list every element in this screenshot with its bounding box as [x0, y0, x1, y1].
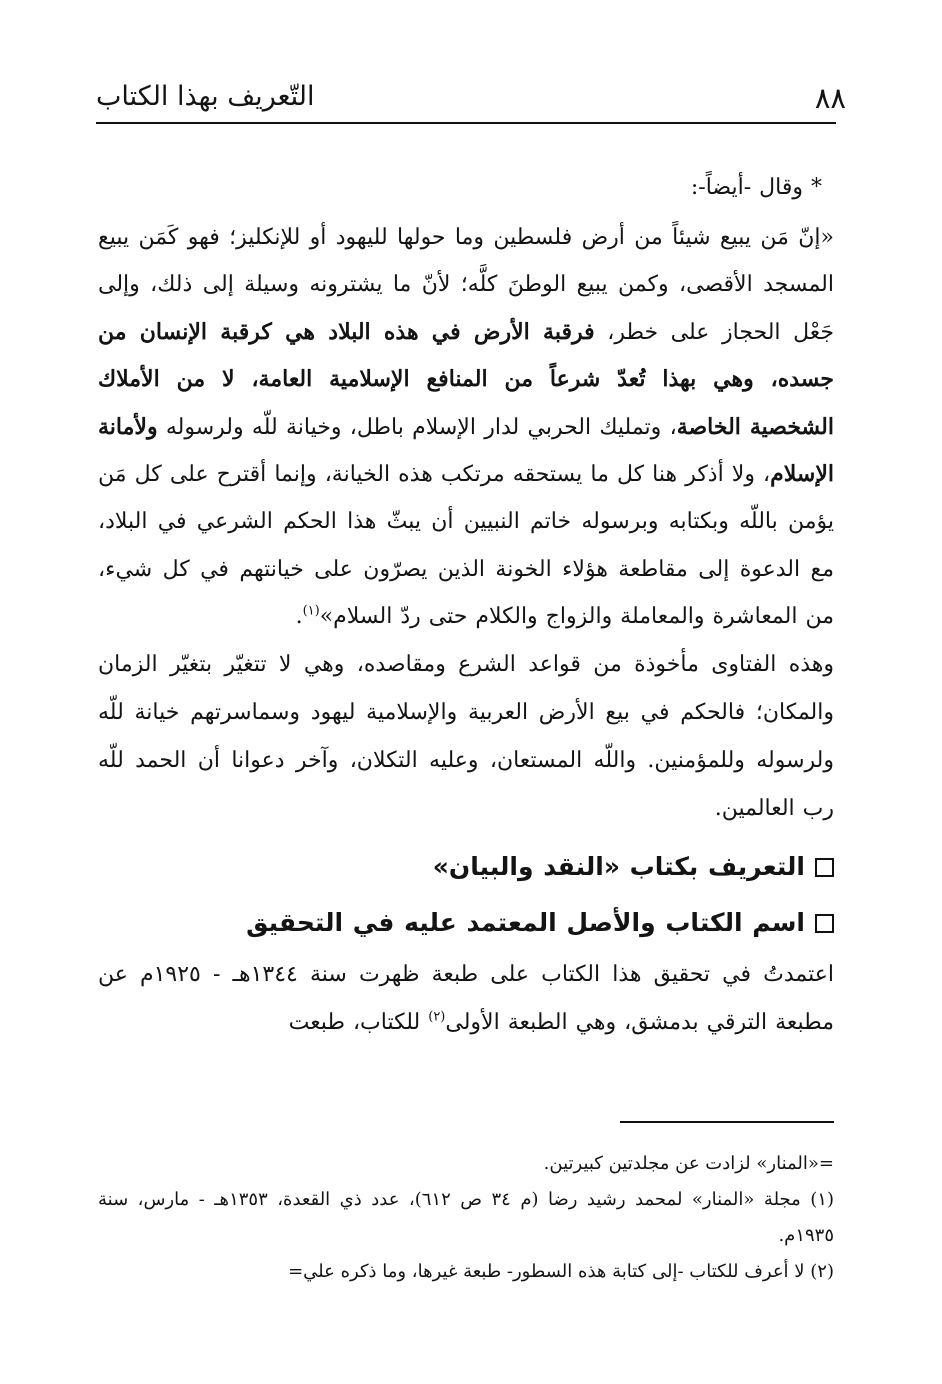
- section-heading-source: [98, 895, 834, 951]
- quote-text-part-3: ، ولا أذكر هنا كل ما يستحقه مرتكب هذه الخيانة، وإنما أقترح على كل مَن يؤمن باللّه وبكتابه وبرسوله خاتم النبيين أن يبثّ هذا الحكم الشرعي في البلاد، مع الدعوة إلى مقاطعة هؤلاء الخونة الذين يصرّون على خيانتهم في كل شيء، من المعاشرة والمعاملة والزواج والكلام حتى ردّ السلام»: [98, 462, 834, 630]
- quote-emphasis-2: ولأمانة الإسلام: [98, 413, 834, 488]
- section-heading-source-text: اسم الكتاب والأصل المعتمد عليه في التحقيق: [246, 907, 805, 937]
- page-number: ٨٨: [814, 81, 846, 115]
- footnote-continuation: =«المنار» لزادت عن مجلدتين كبيرتين.: [543, 1153, 834, 1174]
- square-bullet-icon: [815, 914, 834, 933]
- quoted-fatwa: [98, 214, 834, 641]
- conclusion-paragraph: وهذه الفتاوى مأخوذة من قواعد الشرع ومقاصده، وهي لا تتغيّر بتغيّر الزمان والمكان؛ فالحكم في بيع الأرض العربية والإسلامية ليهود وسماسرتهم خيانة للّه ولرسوله وللمؤمنين. واللّه المستعان، وعليه التكلان، وآخر دعوانا أن الحمد للّه رب العالمين.: [98, 651, 834, 821]
- footnotes: [98, 1146, 834, 1290]
- edition-text-part-2: للكتاب، طبعت: [288, 1009, 429, 1035]
- quote-text-part-1: «إنّ مَن يبيع شيئاً من أرض فلسطين وما حولها لليهود أو للإنكليز؛ فهو كَمَن يبيع المسجد الأقصى، وكمن يبيع الوطنَ كلَّه؛ لأنّ ما يشترونه وسيلة إلى ذلك، وإلى جَعْل الحجاز على خطر،: [98, 225, 834, 345]
- section-heading-intro: [98, 839, 834, 895]
- quote-intro: * وقال -أيضاً-:: [690, 175, 822, 200]
- section-heading-intro-text: التعريف بكتاب «النقد والبيان»: [432, 851, 805, 881]
- quote-end: .: [295, 604, 303, 630]
- footnote-ref-2: (٢): [428, 1009, 446, 1025]
- quote-text-part-2: ، وتمليك الحربي لدار الإسلام باطل، وخيانة للّه ولرسوله: [157, 414, 677, 440]
- footnote-ref-1: (١): [302, 603, 320, 619]
- footnote-1: (١) مجلة «المنار» لمحمد رشيد رضا (م ٣٤ ص ٦١٢)، عدد ذي القعدة، ١٣٥٣هـ - مارس، سنة ١٩٣٥م.: [98, 1189, 834, 1246]
- header-divider: [96, 122, 836, 124]
- footnote-divider: [620, 1121, 834, 1123]
- body-text: [98, 162, 834, 1047]
- edition-paragraph: [98, 951, 834, 1047]
- quote-emphasis-1: فرقبة الأرض في هذه البلاد هي كرقبة الإنسان من جسده، وهي بهذا تُعدّ شرعاً من المنافع الإسلامية العامة، لا من الأملاك الشخصية الخاصة: [98, 318, 834, 440]
- edition-text-part-1: اعتمدتُ في تحقيق هذا الكتاب على طبعة ظهرت سنة ١٣٤٤هـ - ١٩٢٥م عن مطبعة الترقي بدمشق، وهي الطبعة الأولى: [98, 961, 834, 1035]
- running-header-title: التّعريف بهذا الكتاب: [96, 81, 315, 112]
- footnote-2: (٢) لا أعرف للكتاب -إلى كتابة هذه السطور- طبعة غيرها، وما ذكره علي=: [288, 1261, 834, 1282]
- square-bullet-icon: [815, 858, 834, 877]
